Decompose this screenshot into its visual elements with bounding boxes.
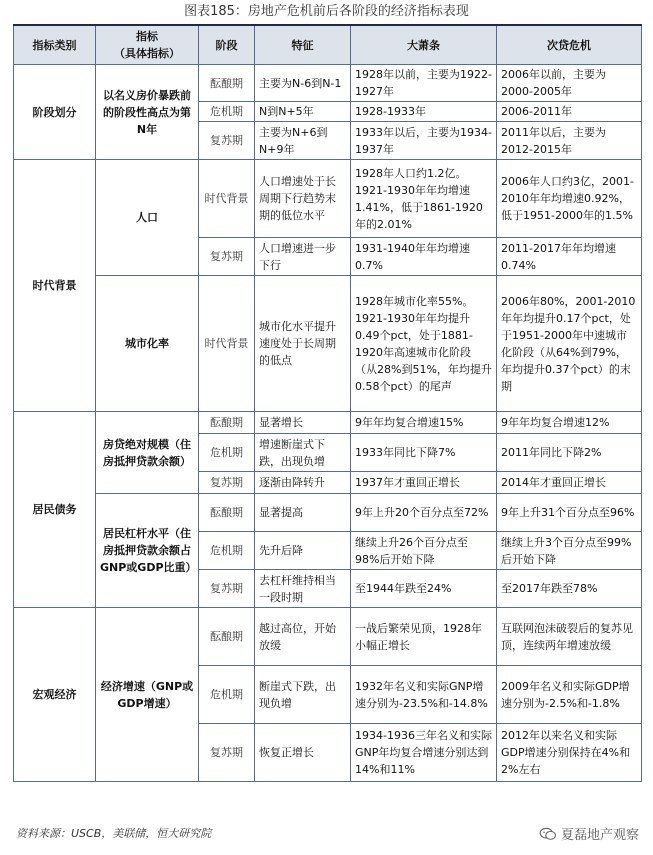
subprime-cell: 9年年均复合增速12%	[497, 412, 642, 434]
wechat-icon	[539, 827, 557, 841]
subprime-cell: 2011年同比下降2%	[497, 434, 642, 472]
table-row	[14, 276, 642, 412]
subprime-cell: 2006年以前，主要为2000-2005年	[497, 65, 642, 102]
depression-cell: 9年年均复合增速15%	[351, 412, 497, 434]
feature-cell: 逐渐由降转升	[255, 472, 351, 494]
header-category: 指标类别	[14, 25, 96, 65]
header-row	[14, 25, 642, 65]
category-cell: 阶段划分	[14, 65, 96, 160]
subprime-cell: 9年上升31个百分点至96%	[497, 494, 642, 532]
depression-cell: 1932年名义和实际GNP增速分别为-23.5%和-14.8%	[351, 666, 497, 724]
depression-cell: 1933年以后，主要为1934-1937年	[351, 122, 497, 160]
stage-cell: 危机期	[199, 434, 255, 472]
depression-cell: 1931-1940年年均增速0.7%	[351, 238, 497, 276]
header-indicator: 指标 （具体指标）	[96, 25, 199, 65]
depression-cell: 至1944年跌至24%	[351, 570, 497, 608]
watermark	[539, 824, 639, 843]
stage-cell: 危机期	[199, 666, 255, 724]
table-row	[14, 160, 642, 238]
stage-cell: 复苏期	[199, 238, 255, 276]
table-row	[14, 608, 642, 666]
table-row	[14, 65, 642, 102]
subprime-cell: 2011-2017年年均增速0.74%	[497, 238, 642, 276]
subprime-cell: 2006年80%，2001-2010年年均提升0.17个pct，处于1951-2000年中速城市化阶段（从64%到79%，年均提升0.37个pct）的末期	[497, 276, 642, 412]
feature-cell: 断崖式下跌，出现负增	[255, 666, 351, 724]
subprime-cell: 2006-2011年	[497, 102, 642, 122]
header-great-depression: 大萧条	[351, 25, 497, 65]
depression-cell: 1928年以前，主要为1922-1927年	[351, 65, 497, 102]
indicator-cell: 房贷绝对规模（住房抵押贷款余额）	[96, 412, 199, 494]
indicator-cell: 人口	[96, 160, 199, 276]
subprime-cell: 2012年以来名义和实际GDP增速分别保持在4%和2%左右	[497, 724, 642, 782]
depression-cell: 1928年城市化率55%。1921-1930年年均提升0.49个pct，处于1881-1920年高速城市化阶段（从28%到51%，年均提升0.58个pct）的尾声	[351, 276, 497, 412]
feature-cell: 主要为N-6到N-1	[255, 65, 351, 102]
header-stage: 阶段	[199, 25, 255, 65]
feature-cell: 城市化水平提升速度处于长周期的低点	[255, 276, 351, 412]
subprime-cell: 互联网泡沫破裂后的复苏见顶，连续两年增速放缓	[497, 608, 642, 666]
header-subprime-crisis: 次贷危机	[497, 25, 642, 65]
stage-cell: 复苏期	[199, 472, 255, 494]
feature-cell: 人口增速进一步下行	[255, 238, 351, 276]
category-cell: 居民债务	[14, 412, 96, 608]
feature-cell: 人口增速处于长周期下行趋势末期的低位水平	[255, 160, 351, 238]
source-note: 资料来源：USCB，美联储，恒大研究院	[16, 827, 212, 840]
subprime-cell: 至2017年跌至78%	[497, 570, 642, 608]
subprime-cell: 2014年才重回正增长	[497, 472, 642, 494]
economic-indicator-table	[13, 24, 642, 782]
subprime-cell: 2011年以后，主要为2012-2015年	[497, 122, 642, 160]
stage-cell: 危机期	[199, 532, 255, 570]
depression-cell: 一战后繁荣见顶，1928年小幅正增长	[351, 608, 497, 666]
stage-cell: 时代背景	[199, 276, 255, 412]
category-cell: 宏观经济	[14, 608, 96, 782]
stage-cell: 酝酿期	[199, 494, 255, 532]
depression-cell: 1934-1936三年名义和实际GNP年均复合增速分别达到14%和11%	[351, 724, 497, 782]
stage-cell: 酝酿期	[199, 608, 255, 666]
table-row	[14, 494, 642, 532]
subprime-cell: 2006年人口约3亿，2001-2010年年均增速0.92%，低于1951-2000年的1.5%	[497, 160, 642, 238]
feature-cell: 先升后降	[255, 532, 351, 570]
depression-cell: 9年上升20个百分点至72%	[351, 494, 497, 532]
feature-cell: N到N+5年	[255, 102, 351, 122]
stage-cell: 复苏期	[199, 570, 255, 608]
category-cell: 时代背景	[14, 160, 96, 412]
table-caption: 图表185：房地产危机前后各阶段的经济指标表现	[184, 4, 469, 19]
depression-cell: 1928-1933年	[351, 102, 497, 122]
depression-cell: 1928年人口约1.2亿。1921-1930年年均增速1.41%，低于1861-1920年的2.01%	[351, 160, 497, 238]
feature-cell: 去杠杆维持相当一段时期	[255, 570, 351, 608]
feature-cell: 增速断崖式下跌，出现负增	[255, 434, 351, 472]
depression-cell: 1933年同比下降7%	[351, 434, 497, 472]
feature-cell: 越过高位，开始放缓	[255, 608, 351, 666]
watermark-text: 夏磊地产观察	[560, 828, 639, 843]
table-row	[14, 412, 642, 434]
feature-cell: 恢复正增长	[255, 724, 351, 782]
indicator-cell: 城市化率	[96, 276, 199, 412]
stage-cell: 时代背景	[199, 160, 255, 238]
indicator-cell: 经济增速（GNP或GDP增速）	[96, 608, 199, 782]
feature-cell: 显著提高	[255, 494, 351, 532]
stage-cell: 危机期	[199, 102, 255, 122]
feature-cell: 主要为N+6到N+9年	[255, 122, 351, 160]
stage-cell: 复苏期	[199, 122, 255, 160]
depression-cell: 1937年才重回正增长	[351, 472, 497, 494]
depression-cell: 继续上升26个百分点至98%后开始下降	[351, 532, 497, 570]
header-feature: 特征	[255, 25, 351, 65]
indicator-cell: 居民杠杆水平（住房抵押贷款余额占GNP或GDP比重）	[96, 494, 199, 608]
subprime-cell: 继续上升3个百分点至99%后开始下降	[497, 532, 642, 570]
subprime-cell: 2009年名义和实际GDP增速分别为-2.5%和-1.8%	[497, 666, 642, 724]
stage-cell: 酝酿期	[199, 412, 255, 434]
feature-cell: 显著增长	[255, 412, 351, 434]
stage-cell: 复苏期	[199, 724, 255, 782]
indicator-cell: 以名义房价暴跌前的阶段性高点为第N年	[96, 65, 199, 160]
stage-cell: 酝酿期	[199, 65, 255, 102]
